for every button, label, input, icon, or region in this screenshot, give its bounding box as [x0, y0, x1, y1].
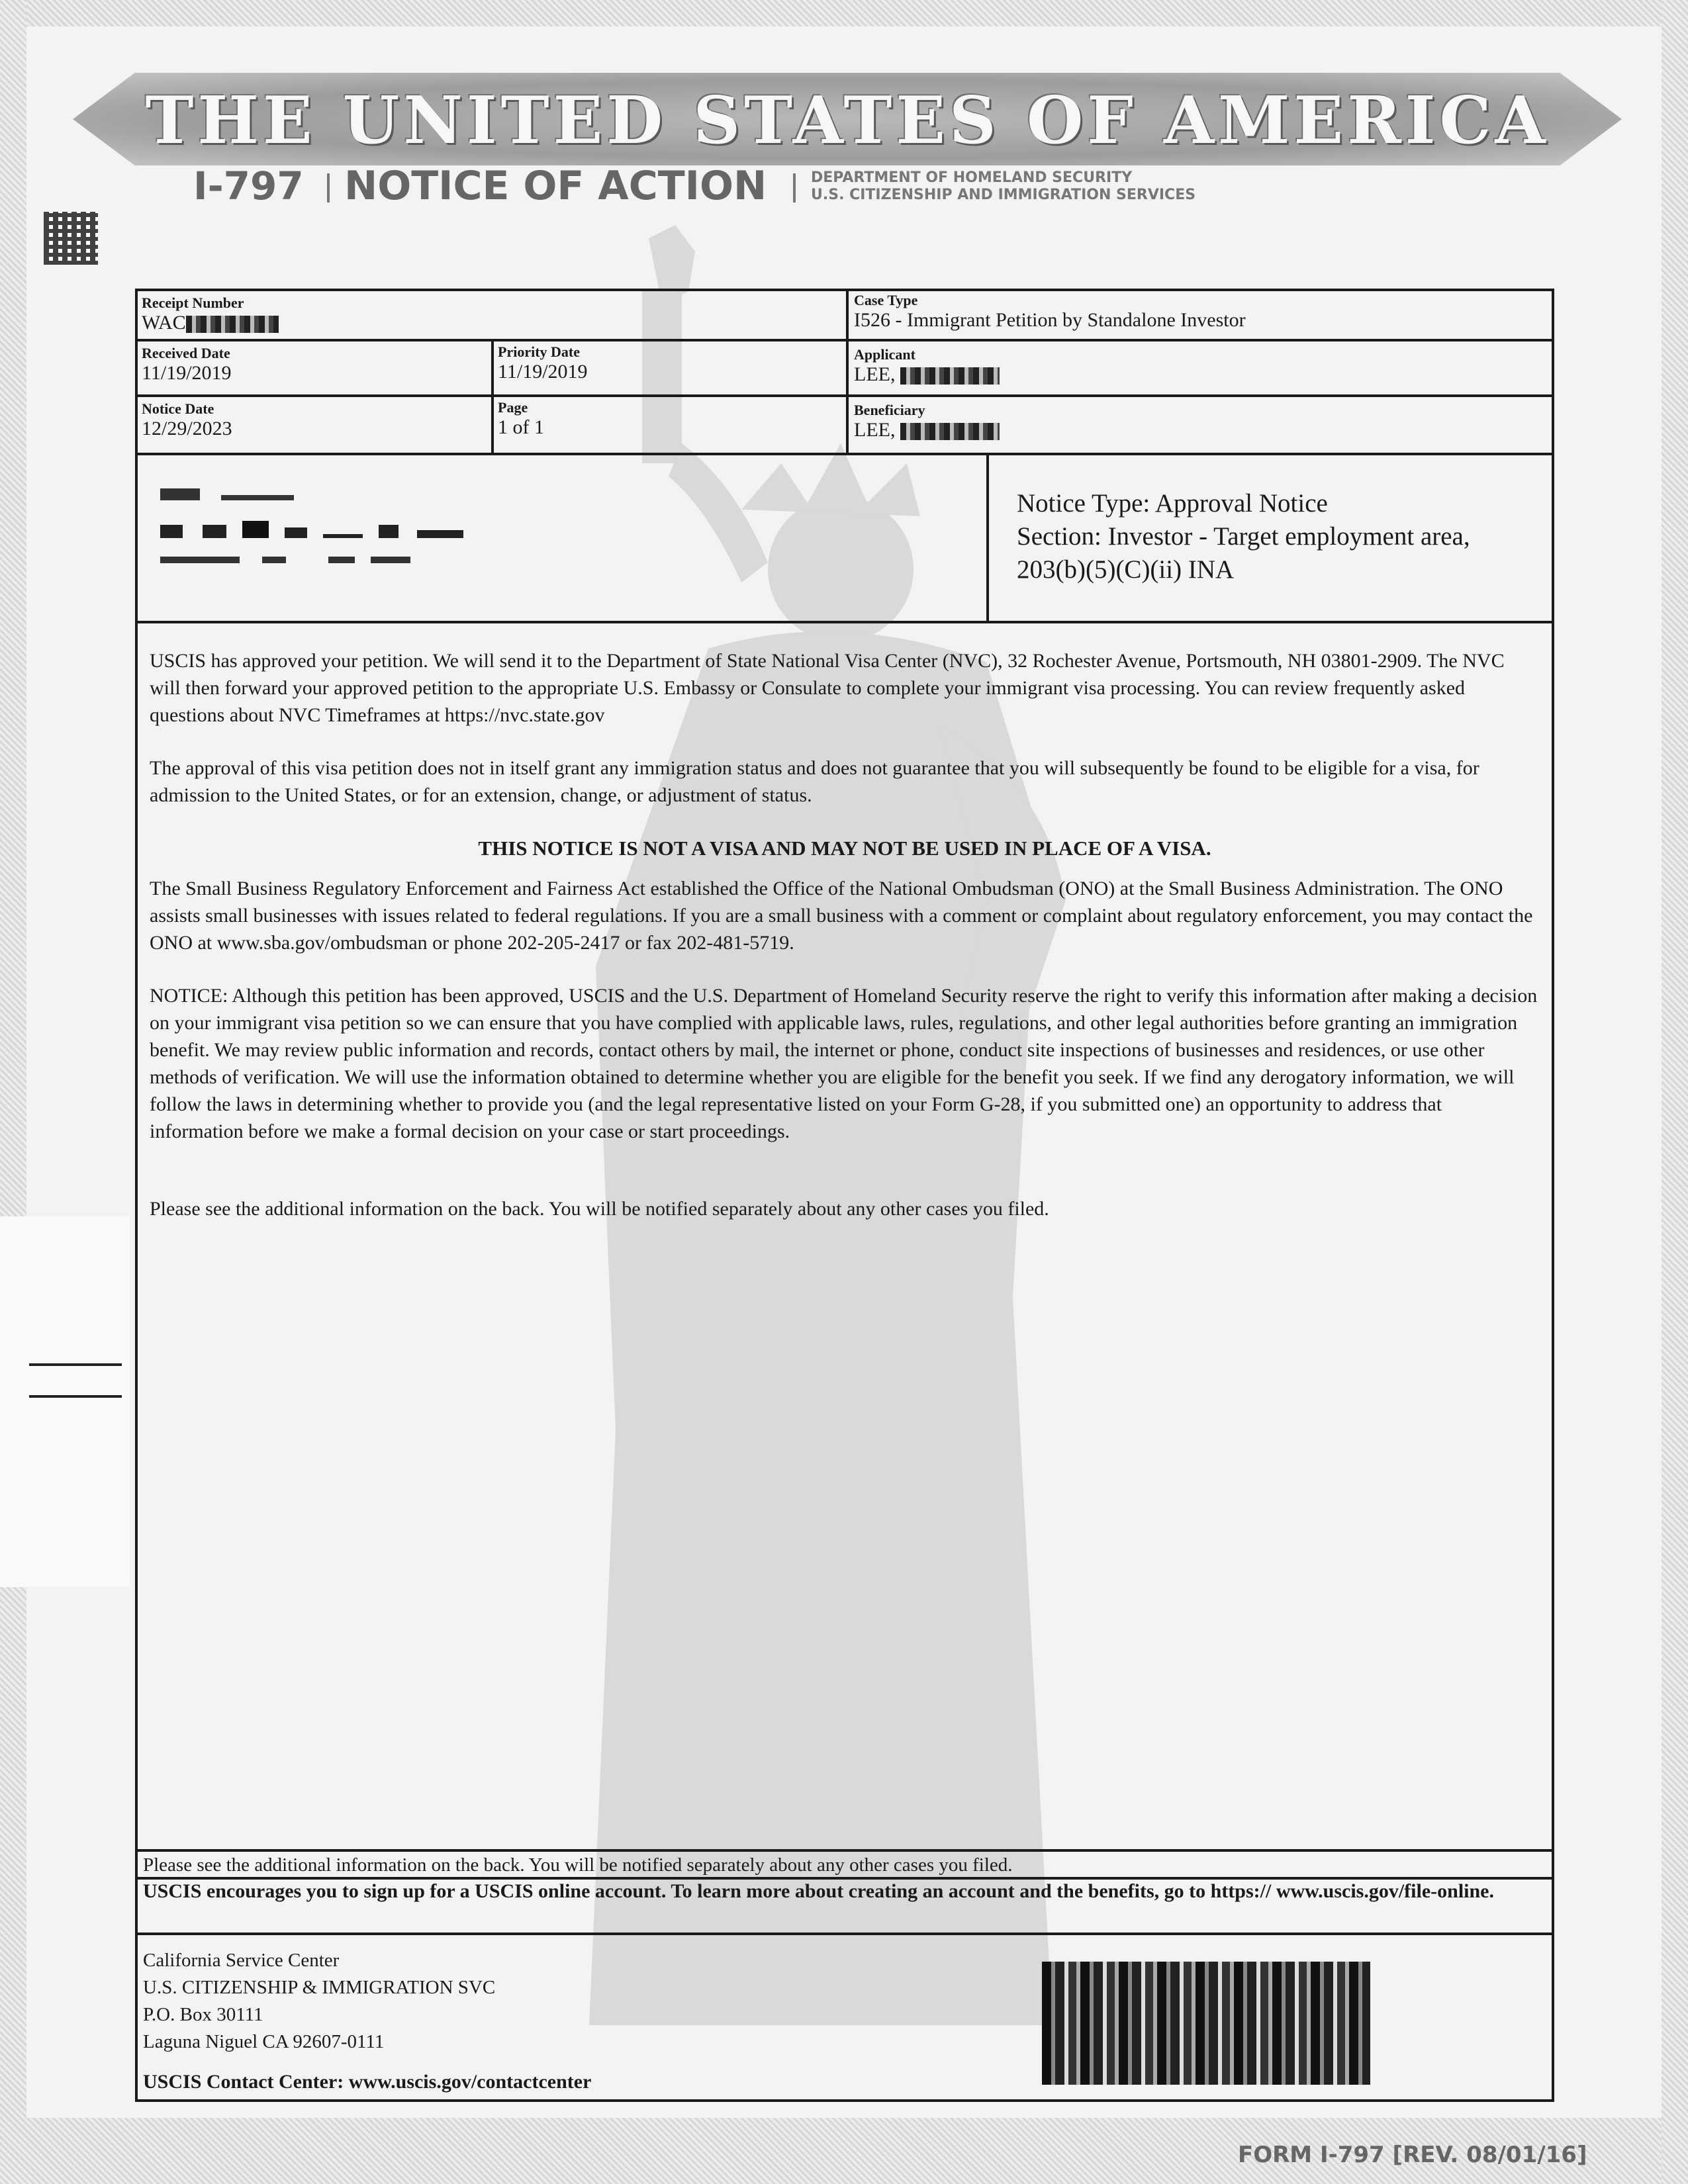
receipt-number-value: WAC [142, 312, 186, 334]
received-date-field [142, 345, 232, 385]
body-paragraph-1: USCIS has approved your petition. We will send it to the Department of State National Visa Center (NVC), 32 Rochester Avenue, Portsmouth, NH 03801-2909. The NVC will then forward your approved petition to the appropriate U.S. Embassy or Consulate to complete your immigrant visa processing. You can review frequently asked questions about NVC Timeframes at https://nvc.state.gov [150, 650, 1505, 726]
banner-title: THE UNITED STATES OF AMERICA [145, 83, 1550, 159]
notice-title: NOTICE OF ACTION [344, 163, 767, 209]
received-date-label: Received Date [142, 345, 230, 361]
redaction-mark [900, 367, 1000, 385]
not-a-visa-warning: THIS NOTICE IS NOT A VISA AND MAY NOT BE USED IN PLACE OF A VISA. [478, 837, 1211, 860]
dept-line-1: DEPARTMENT OF HOMELAND SECURITY [811, 169, 1133, 186]
body-paragraph-4: NOTICE: Although this petition has been approved, USCIS and the U.S. Department of Homeland Security reserve the right to verify this information after making a decision on your immigrant visa petition so we can ensure that you have complied with applicable laws, rules, regulations, and other legal authorities before granting an immigration benefit. We may review public information and records, contact others by mail, the internet or phone, conduct site inspections of businesses and residences, or use other methods of verification. We will use the information obtained to determine whether you are eligible for the benefit you seek. If we find any derogatory information, we will follow the laws in determining whether to provide you (and the legal representative listed on your Form G-28, if you submitted one) an opportunity to address that information before we make a formal decision on your case or start proceedings. [150, 985, 1538, 1142]
notice-section: Section: Investor - Target employment area, [1017, 522, 1470, 551]
barcode [1042, 1962, 1370, 2085]
case-type-value: I526 - Immigrant Petition by Standalone Investor [854, 309, 1246, 331]
address-line-3: P.O. Box 30111 [143, 2004, 263, 2025]
priority-date-label: Priority Date [498, 343, 580, 360]
dept-divider [793, 173, 796, 203]
contact-center: USCIS Contact Center: www.uscis.gov/contactcenter [143, 2071, 592, 2093]
redaction-mark [186, 316, 279, 333]
beneficiary-label: Beneficiary [854, 402, 925, 418]
notice-date-value: 12/29/2023 [142, 418, 232, 439]
address-line-1: California Service Center [143, 1950, 340, 1971]
notice-section-ina: 203(b)(5)(C)(ii) INA [1017, 555, 1235, 584]
notice-date-label: Notice Date [142, 400, 214, 417]
receipt-number-field [142, 295, 279, 335]
dept-line-2: U.S. CITIZENSHIP AND IMMIGRATION SERVICES [811, 187, 1196, 203]
department-name [811, 169, 1196, 204]
applicant-field [854, 347, 1000, 387]
case-info-grid [135, 289, 1554, 455]
margin-rule [29, 1363, 122, 1366]
receipt-number-label: Receipt Number [142, 295, 244, 311]
notice-type-block [1017, 487, 1470, 586]
page-value: 1 of 1 [498, 416, 544, 438]
address-line-2: U.S. CITIZENSHIP & IMMIGRATION SVC [143, 1977, 496, 1998]
beneficiary-field [854, 402, 1000, 442]
address-line-4: Laguna Niguel CA 92607-0111 [143, 2031, 385, 2052]
body-paragraph-5: Please see the additional information on the back. You will be notified separately about any other cases you filed. [150, 1198, 1049, 1220]
additional-info-text: Please see the additional information on the back. You will be notified separately about any other cases you filed. [143, 1854, 1013, 1876]
body-paragraph-3: The Small Business Regulatory Enforcement and Fairness Act established the Office of the National Ombudsman (ONO) at the Small Business Administration. The ONO assists small businesses with issues related to federal regulations. If you are a small business with a comment or complaint about regulatory enforcement, you may contact the ONO at www.sba.gov/ombudsman or phone 202-205-2417 or fax 202-481-5719. [150, 878, 1533, 954]
title-divider [327, 173, 330, 203]
body-paragraph-2: The approval of this visa petition does not in itself grant any immigration status and does not guarantee that you will subsequently be found to be eligible for a visa, for admission to the United States, or for an extension, change, or adjustment of status. [150, 757, 1479, 806]
applicant-value: LEE, [854, 363, 896, 385]
margin-rule [29, 1395, 122, 1398]
priority-date-value: 11/19/2019 [498, 361, 588, 383]
frame-right [1662, 0, 1688, 2184]
case-type-field [854, 293, 1246, 332]
page-field [498, 400, 544, 439]
grid-rule [491, 339, 494, 455]
notice-date-field [142, 401, 232, 441]
page-label: Page [498, 399, 528, 416]
form-number: I-797 [193, 163, 304, 208]
redaction-mark [900, 423, 1000, 440]
notice-type: Notice Type: Approval Notice [1017, 489, 1328, 518]
applicant-label: Applicant [854, 346, 915, 363]
beneficiary-value: LEE, [854, 419, 896, 441]
received-date-value: 11/19/2019 [142, 362, 232, 384]
frame-left [0, 0, 26, 2184]
frame-top [0, 0, 1688, 26]
service-center-address [143, 1948, 495, 2054]
form-revision: FORM I-797 [REV. 08/01/16] [1238, 2142, 1587, 2168]
online-account-text: USCIS encourages you to sign up for a USCIS online account. To learn more about creating an account and the benefits, go to https:// www.uscis.gov/file-online. [143, 1880, 1494, 1902]
margin-blank [0, 1216, 130, 1587]
grid-rule [846, 289, 849, 455]
redacted-address [160, 488, 531, 567]
datamatrix-code [44, 212, 98, 265]
grid-rule [986, 453, 989, 623]
case-type-label: Case Type [854, 292, 918, 308]
grid-rule [135, 394, 1554, 397]
priority-date-field [498, 344, 588, 384]
grid-rule [135, 339, 1554, 341]
